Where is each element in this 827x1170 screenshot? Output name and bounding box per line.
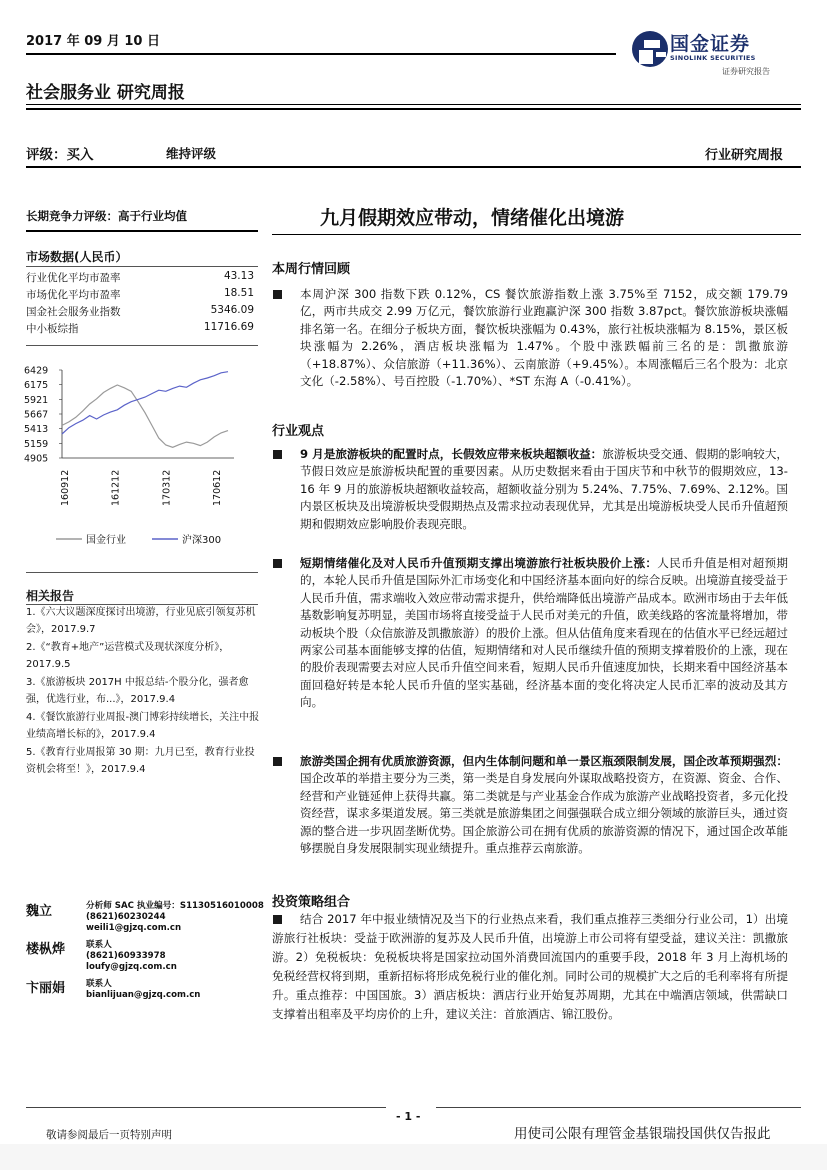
analyst-line: 联系人 [86, 979, 112, 989]
related-reports-title: 相关报告 [26, 589, 75, 603]
analyst-contact [86, 901, 264, 934]
related-report-item[interactable]: 4.《餐饮旅游行业周报-澳门博彩持续增长，关注中报业绩高增长标的》，2017.9.4 [26, 712, 260, 740]
market-row [26, 270, 254, 285]
market-row-value: 11716.69 [203, 321, 254, 333]
y-tick-label: 6429 [24, 365, 49, 377]
analyst-line: 分析师 SAC 执业编号：S1130516010008 [86, 901, 264, 911]
x-tick-label: 170612 [212, 469, 223, 506]
footer-band [0, 1144, 827, 1170]
title-rule-thick [26, 108, 801, 110]
section-title-review: 本周行情回顾 [272, 262, 351, 277]
market-row-label: 行业优化平均市盈率 [26, 272, 121, 284]
footer-rule-right [436, 1107, 801, 1108]
market-title-rule [26, 266, 258, 267]
x-tick-label: 170312 [161, 469, 173, 506]
title-rule-thin [26, 104, 801, 105]
related-report-item[interactable]: 1.《六大议题深度探讨出境游，行业见底引领复苏机会》，2017.9.7 [26, 607, 256, 635]
analyst-line: (8621)60230244 [86, 912, 166, 922]
market-row-label: 国金社会服务业指数 [26, 306, 121, 318]
bullet-icon [272, 757, 282, 767]
headline-rule [272, 234, 801, 235]
review-paragraph: 本周沪深 300 指数下跌 0.12%，CS 餐饮旅游指数上涨 3.75%至 7152，成交额 179.79 亿，两市共成交 2.99 万亿元，餐饮旅游行业跑赢沪深 300 指数 3.87pct。餐饮旅游板块涨幅排名第一名。在细分子板块方面，餐饮板块涨幅为 0.43%，旅行社板块涨幅为 8.15%，景区板块涨幅为 2.26%，酒店板块涨幅为 1.47%。个股中涨跌幅前三名的是：凯撒旅游（+18.87%）、众信旅游（+11.36%）、云南旅游（+9.45%）。本周涨幅后三名个股为：北京文化（-2.58%）、号百控股（-1.70%）、*ST 东海 A（-0.41%）。 [300, 287, 788, 389]
headline: 九月假期效应带动，情绪催化出境游 [320, 207, 625, 229]
index-chart [20, 362, 256, 562]
page-number: - 1 - [396, 1110, 421, 1123]
rating-action: 维持评级 [166, 146, 217, 161]
series-line [62, 372, 228, 434]
report-type: 行业研究周报 [704, 148, 783, 163]
bullet-icon [272, 450, 282, 460]
rating-rule [26, 166, 801, 168]
view-paragraph [300, 753, 788, 857]
view-paragraph [300, 555, 788, 712]
bullet-icon [272, 290, 282, 300]
report-date: 2017 年 09 月 10 日 [26, 34, 160, 49]
analyst-email[interactable]: loufy@gjzq.com.cn [86, 962, 177, 972]
y-tick-label: 5667 [24, 409, 49, 421]
view-paragraph [300, 446, 788, 533]
market-row-value: 18.51 [223, 287, 254, 299]
market-data-title: 市场数据(人民币） [26, 250, 128, 264]
competitiveness-rating: 长期竞争力评级：高于行业均值 [26, 209, 187, 223]
analyst-line: (8621)60933978 [86, 951, 166, 961]
view-lead: 短期情绪催化及对人民币升值预期支撑出境游旅行社板块股价上涨： [300, 556, 658, 570]
y-tick-label: 5159 [24, 438, 49, 450]
market-bottom-rule [26, 345, 258, 346]
market-row-label: 市场优化平均市盈率 [26, 289, 121, 301]
logo-subtitle: 证券研究报告 [722, 67, 770, 76]
analyst-line: 联系人 [86, 940, 112, 950]
y-tick-label: 5413 [24, 424, 49, 436]
logo-text: 国金证券 [670, 33, 751, 55]
analyst-name: 魏立 [26, 904, 53, 919]
section-title-strategy: 投资策略组合 [272, 895, 351, 910]
analyst-name: 卞丽娟 [26, 981, 66, 996]
sidebar-rule [26, 230, 258, 232]
analyst-name: 楼枞烨 [26, 942, 66, 957]
market-row [26, 321, 254, 336]
header-rule [26, 53, 616, 55]
related-report-item[interactable]: 2.《“教育+地产”运营模式及现状深度分析》，2017.9.5 [26, 642, 230, 670]
footer-rule-left [26, 1107, 386, 1108]
analyst-email[interactable]: bianlijuan@gjzq.com.cn [86, 990, 201, 1000]
legend-label: 沪深300 [182, 535, 222, 546]
x-tick-label: 160912 [60, 469, 71, 506]
report-title: 社会服务业 研究周报 [26, 83, 185, 103]
analyst-contact [86, 940, 177, 973]
logo-en: SINOLINK SECURITIES [670, 54, 756, 62]
analyst-email[interactable]: weili1@gjzq.com.cn [86, 923, 182, 933]
market-row [26, 287, 254, 302]
chart-bottom-rule [26, 572, 258, 573]
section-title-view: 行业观点 [272, 424, 325, 439]
market-row-value: 43.13 [223, 270, 254, 282]
analyst-contact [86, 979, 200, 1001]
rating: 评级：买入 [26, 147, 94, 163]
view-lead: 9 月是旅游板块的配置时点，长假效应带来板块超额收益： [300, 447, 603, 461]
disclaimer-note[interactable]: 敬请参阅最后一页特别声明 [46, 1129, 172, 1141]
related-report-item[interactable]: 3.《旅游板块 2017H 中报总结-个股分化，强者愈强，优选行业，布...》，2017.9.4 [26, 677, 249, 705]
footer-right-text: 用使司公限有理管金基银瑞投国供仅告报此 [514, 1126, 771, 1142]
market-row-value: 5346.09 [210, 304, 254, 316]
view-body: 人民币升值是相对超预期的，本轮人民币升值是国际外汇市场变化和中国经济基本面向好的综合反映。出境游直接受益于人民币升值，需求端收入效应带动需求提升，供给端降低出境游产品成本。欧洲市场由于去年低基数影响复苏明显，美国市场将直接受益于人民币对美元的升值，欧美线路的客流量将增加，带动板块个股（众信旅游及凯撒旅游）的股价上涨。但从估值角度来看现在的估值水平已经远超过两家公司基本面能够支撑的估值，短期情绪和对人民币继续升值的预期支撑着股价的上涨，现在的股价表现需要去对应人民币升值空间来看，短期人民币升值速度加快，长期来看中国经济基本面回稳好转是本轮人民币升值的坚实基础，经济基本面的变化将决定人民币汇率的波动及其方向。 [300, 556, 788, 710]
view-body: 旅游板块受交通、假期的影响较大，节假日效应是旅游板块配置的重要因素。从历史数据来看由于国庆节和中秋节的假期效应，13-16 年 9 月的旅游板块超额收益较高，超额收益分别为 5.24%、7.75%、7.69%、2.12%。国内景区板块及出境游板块受假期热点及需求拉动表现优异，尤其是出境游板块受人民币升值超预期和假期效应影响股价表现亮眼。 [300, 447, 788, 531]
y-tick-label: 6175 [24, 380, 49, 392]
series-line [62, 385, 228, 447]
bullet-icon [272, 559, 282, 569]
y-tick-label: 4905 [24, 453, 49, 465]
view-body: 国企改革的举措主要分为三类，第一类是自身发展向外谋取战略投资方，在资源、资金、合作、经营和产业链延伸上获得共赢。第二类就是与产业基金合作成为旅游产业战略投资者，多元化投资经营，谋求多渠道发展。第三类就是旅游集团之间强强联合成立细分领域的旅游巨头，通过资源的整合进一步巩固垄断优势。国企旅游公司在拥有优质的旅游资源的情况下，通过国企改革能够摆脱自身发展限制实现业绩提升。重点推荐云南旅游。 [300, 771, 788, 856]
related-report-item[interactable]: 5.《教育行业周报第 30 期：九月已至，教育行业投资机会将至！》，2017.9.4 [26, 747, 255, 775]
market-row-label: 中小板综指 [26, 323, 79, 335]
market-row [26, 304, 254, 319]
x-tick-label: 161212 [110, 469, 122, 506]
strategy-paragraph: 结合 2017 年中报业绩情况及当下的行业热点来看，我们重点推荐三类细分行业公司，1）出境游旅行社板块：受益于欧洲游的复苏及人民币升值，出境游上市公司将有望受益，建议关注：凯撒旅游。2）免税板块：免税板块将是国家拉动国外消费回流国内的重要手段，2018 年 3 月上海机场的免税经营权将到期，重新招标将形成免税行业的催化剂。同时公司的规模扩大之后的毛利率将有所提升。重点推荐：中国国旅。3）酒店板块：酒店行业开始复苏周期，尤其在中端酒店领域，供需缺口支撑着出租率及平均房价的上升，建议关注：首旅酒店、锦江股份。 [272, 912, 788, 1021]
y-tick-label: 5921 [24, 394, 49, 406]
view-lead: 旅游类国企拥有优质旅游资源，但内生体制问题和单一景区瓶颈限制发展，国企改革预期强烈： [300, 754, 788, 768]
legend-label: 国金行业 [86, 535, 126, 546]
